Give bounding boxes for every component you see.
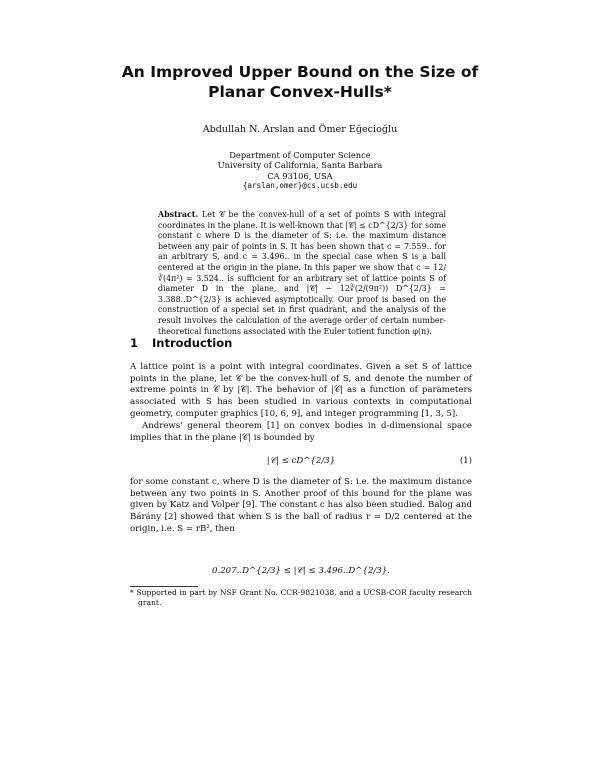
- title-line-1: An Improved Upper Bound on the Size of: [121, 63, 479, 81]
- abstract: [158, 210, 446, 337]
- equation-1-number: (1): [459, 456, 472, 466]
- section-title: Introduction: [152, 336, 233, 350]
- postal-address: CA 93106, USA: [267, 170, 333, 181]
- equation-1-body: |𝒞| ≤ cD^{2/3}: [266, 456, 336, 466]
- paragraph-1-text: A lattice point is a point with integral coordinates. Given a set S of lattice points in the plane, let 𝒞 be the convex-hull of S, and denote the number of extreme points in 𝒞 by |𝒞|. The behavior of |𝒞| as a function of parameters associated with S has been studied in various contexts in computational geometry, computer graphics [10, 6, 9], and integer programming [1, 3, 5].: [130, 362, 472, 419]
- title-line-2: Planar Convex-Hulls*: [208, 83, 392, 101]
- affiliation: [0, 150, 600, 191]
- paper-title: [0, 62, 600, 102]
- authors: Abdullah N. Arslan and Ömer Eğecioğlu: [202, 124, 398, 135]
- abstract-label: Abstract.: [158, 210, 199, 219]
- footnote: * Supported in part by NSF Grant No. CCR-9821038, and a UCSB-COR faculty research grant.: [130, 588, 472, 607]
- abstract-text: Let 𝒞 be the convex-hull of a set of points S with integral coordinates in the plane. It is well-known that |𝒞| ≤ cD^{2/3} for some constant c where D is the diameter of S: i.e. the maximum distance between any pair of points in S. It has been shown that c = 7.559.. for an arbitrary S, and c = 3.496.. in the special case when S is a ball centered at the origin in the plane. In this paper we show that c = 12/∛(4π²) = 3.524.. is sufficient for an arbitrary set of lattice points S of diameter D in the plane, and |𝒞| ∼ 12∛(2/(9π²)) D^{2/3} = 3.388..D^{2/3} is achieved asymptotically. Our proof is based on the construction of a special set in first quadrant, and the analysis of the result involves the calculation of the average order of certain number-theoretical functions associated with the Euler totient function φ(n).: [158, 210, 446, 336]
- paragraph-2: [130, 421, 472, 444]
- footnote-rule: [130, 586, 198, 587]
- paragraph-1: [130, 362, 472, 421]
- paragraph-3: [130, 477, 472, 536]
- email: {arslan,omer}@cs.ucsb.edu: [242, 180, 358, 190]
- equation-2-body: 0.207..D^{2/3} ≤ |𝒞| ≤ 3.496..D^{2/3}.: [212, 566, 390, 576]
- university: University of California, Santa Barbara: [217, 160, 383, 171]
- paragraph-2-text: Andrews' general theorem [1] on convex bodies in d-dimensional space implies that in the plane |𝒞| is bounded by: [130, 421, 472, 443]
- section-number: 1: [130, 336, 139, 350]
- paragraph-3-text: for some constant c, where D is the diameter of S: i.e. the maximum distance between any two points in S. Another proof of this bound for the plane was given by Katz and Volper [9]. The constant c has also been studied. Balog and Bárány [2] showed that when S is the ball of radius r = D/2 centered at the origin, i.e. S = rB², then: [130, 477, 472, 534]
- department: Department of Computer Science: [229, 150, 371, 160]
- section-heading: [130, 336, 232, 350]
